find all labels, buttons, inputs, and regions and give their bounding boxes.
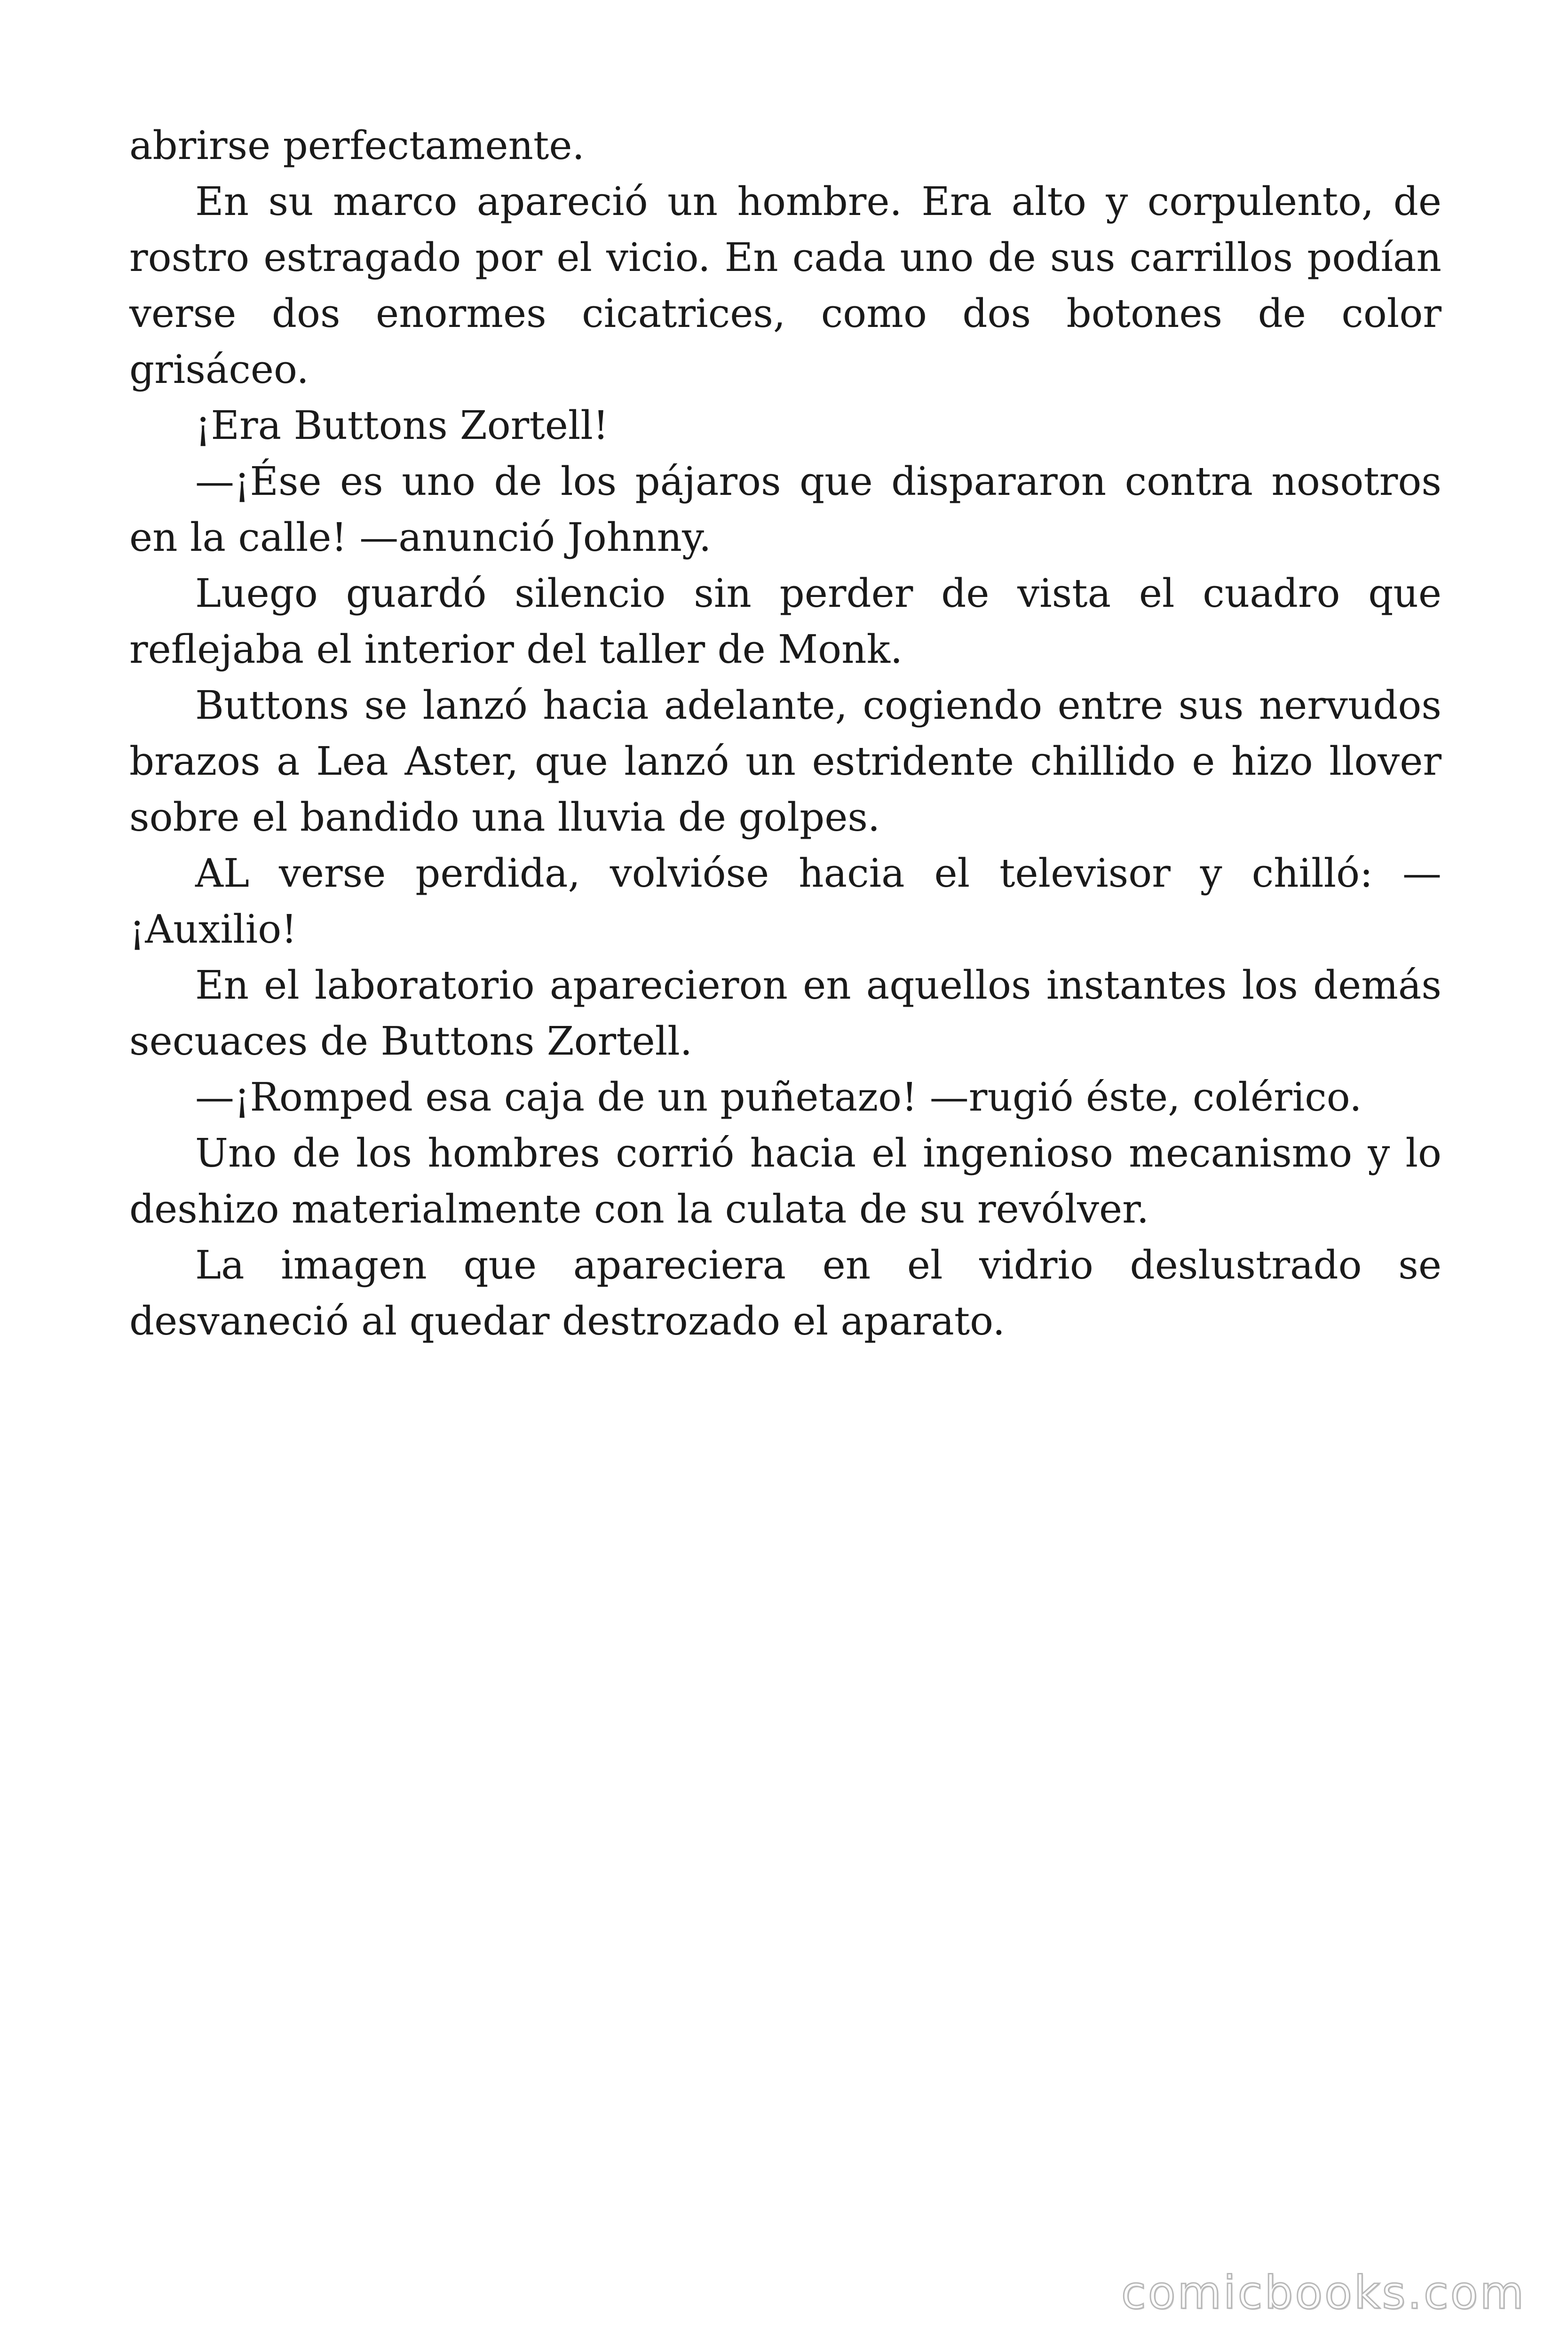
watermark: comicbooks.com	[1121, 2266, 1526, 2319]
paragraph: En su marco apareció un hombre. Era alto y corpulento, de rostro estragado por el vicio. En cada uno de sus carrillos podían verse dos enormes cicatrices, como dos botones de color grisáceo.	[129, 179, 1441, 392]
paragraph: En el laboratorio aparecieron en aquellos instantes los demás secuaces de Buttons Zortell.	[129, 962, 1441, 1064]
paragraph: ¡Era Buttons Zortell!	[195, 403, 609, 448]
paragraph: —¡Romped esa caja de un puñetazo! —rugió éste, colérico.	[195, 1074, 1362, 1120]
paragraph: AL verse perdida, volvióse hacia el televisor y chilló: —¡Auxilio!	[129, 850, 1441, 952]
paragraph: Buttons se lanzó hacia adelante, cogiendo entre sus nervudos brazos a Lea Aster, que lanzó un estridente chillido e hizo llover sobre el bandido una lluvia de golpes.	[129, 683, 1441, 840]
paragraph: Uno de los hombres corrió hacia el ingenioso mecanismo y lo deshizo materialmente con la culata de su revólver.	[129, 1130, 1441, 1232]
page-text	[129, 118, 1441, 1349]
paragraph: abrirse perfectamente.	[129, 123, 585, 168]
paragraph: —¡Ése es uno de los pájaros que dispararon contra nosotros en la calle! —anunció Johnny.	[129, 459, 1441, 560]
paragraph: La imagen que apareciera en el vidrio deslustrado se desvaneció al quedar destrozado el aparato.	[129, 1242, 1441, 1344]
paragraph: Luego guardó silencio sin perder de vista el cuadro que reflejaba el interior del taller de Monk.	[129, 571, 1441, 672]
